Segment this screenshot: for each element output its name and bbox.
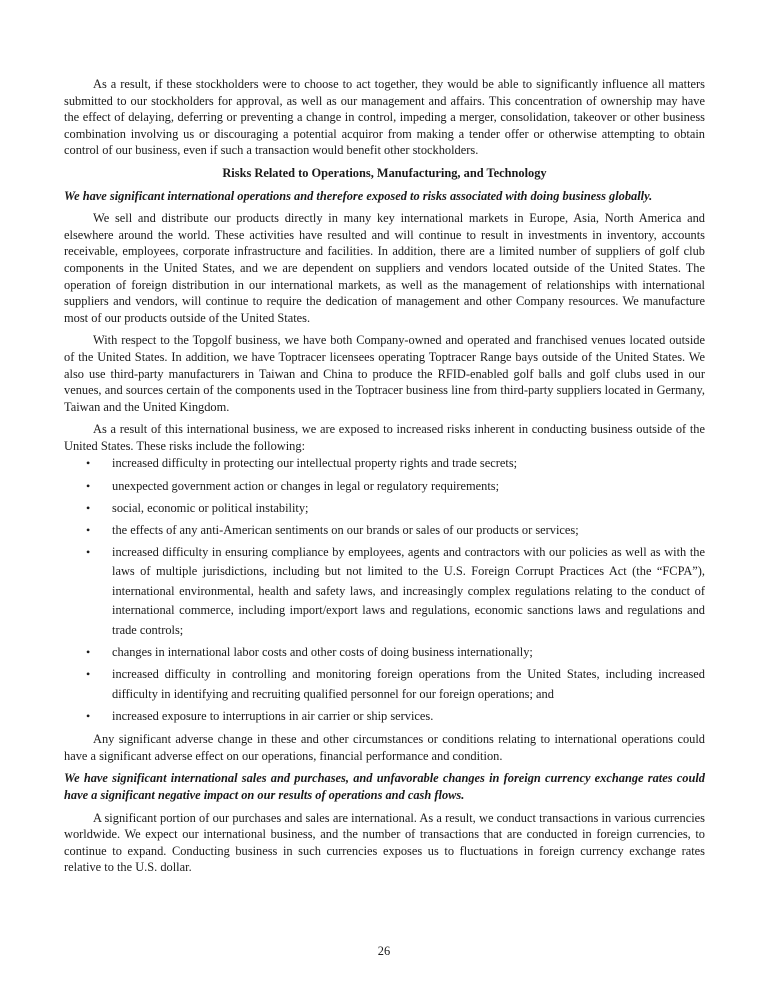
list-item-text: increased difficulty in controlling and monitoring foreign operations from the United States, including increased difficulty in identifying and recruiting qualified personnel for our foreign operations; and — [112, 667, 705, 701]
list-item — [64, 643, 705, 663]
list-item-text: the effects of any anti-American sentiments on our brands or sales of our products or services; — [112, 522, 579, 537]
page-number: 26 — [377, 944, 391, 958]
list-item — [64, 521, 705, 541]
paragraph-stockholder-influence: As a result, if these stockholders were to choose to act together, they would be able to significantly influence all matters submitted to our stockholders for approval, as well as our management and affairs. This concentration of ownership may have the effect of delaying, deferring or preventing a change in control, impeding a merger, consolidation, takeover or other business combination involving us or discouraging a potential acquiror from making a tender offer or otherwise attempting to obtain control of our business, even if such a transaction would benefit other stockholders. — [64, 77, 705, 158]
list-item-text: increased difficulty in protecting our intellectual property rights and trade secrets; — [112, 456, 518, 471]
bullet-icon: • — [86, 544, 91, 559]
bullet-icon: • — [86, 456, 91, 471]
bullet-icon: • — [86, 522, 91, 537]
list-item-text: increased exposure to interruptions in air carrier or ship services. — [112, 708, 434, 723]
risk-heading-currency-exchange: We have significant international sales and purchases, and unfavorable changes in foreign currency exchange rates could have a significant negative impact on our results of operations and cash flows. — [64, 771, 705, 802]
bullet-icon: • — [86, 667, 91, 682]
list-item — [64, 477, 705, 497]
bullet-icon: • — [86, 500, 91, 515]
list-item — [64, 543, 705, 641]
risk-heading-international-operations: We have significant international operations and therefore exposed to risks associated with doing business globally. — [64, 188, 653, 203]
list-item — [64, 499, 705, 519]
list-item — [64, 707, 705, 727]
bullet-icon: • — [86, 708, 91, 723]
risk-bullet-list — [64, 454, 705, 726]
paragraph-international-markets: We sell and distribute our products directly in many key international markets in Europe, Asia, North America and elsewhere around the world. These activities have resulted and will continue to result in investments in inventory, accounts receivable, employees, corporate infrastructure and facilities. In addition, there are a limited number of suppliers of golf club components in the United States, and we are dependent on suppliers and vendors located outside of the United States. The operation of foreign distribution in our international markets, as well as the management of relationships with international suppliers and vendors, will continue to require the dedication of management and other Company resources. We manufacture most of our products outside of the United States. — [64, 211, 705, 325]
document-page — [64, 76, 705, 882]
list-item-text: unexpected government action or changes in legal or regulatory requirements; — [112, 478, 500, 493]
list-item — [64, 665, 705, 704]
paragraph-topgolf-international: With respect to the Topgolf business, we have both Company-owned and operated and franchised venues located outside of the United States. In addition, we have Toptracer licensees operating Toptracer Range bays outside of the United States. We also use third-party manufacturers in Taiwan and China to produce the RFID-enabled golf balls and golf clubs used in our venues, and sources certain of the components used in the Toptracer business line from third-party suppliers located in Germany, Taiwan and the United Kingdom. — [64, 333, 705, 414]
list-item-text: changes in international labor costs and other costs of doing business internationally; — [112, 644, 533, 659]
bullet-icon: • — [86, 478, 91, 493]
paragraph-currency-transactions: A significant portion of our purchases and sales are international. As a result, we conduct transactions in various currencies worldwide. We expect our international business, and the number of transactions that are conducted in foreign currencies, to continue to expand. Conducting business in such currencies exposes us to fluctuations in foreign currency exchange rates relative to the U.S. dollar. — [64, 810, 705, 875]
list-item-text: increased difficulty in ensuring compliance by employees, agents and contractors with our policies as well as with the laws of multiple jurisdictions, including but not limited to the U.S. Foreign Corrupt Practices Act (the “FCPA”), international environmental, health and safety laws, and increasingly complex regulations relating to the conduct of international commerce, including import/export laws and regulations, economic sanctions laws and regulations and trade controls; — [112, 544, 705, 637]
bullet-icon: • — [86, 644, 91, 659]
section-heading: Risks Related to Operations, Manufacturing, and Technology — [222, 165, 547, 180]
list-item-text: social, economic or political instability; — [112, 500, 309, 515]
paragraph-adverse-change: Any significant adverse change in these and other circumstances or conditions relating to international operations could have a significant adverse effect on our operations, financial performance and condition. — [64, 732, 705, 763]
paragraph-risks-intro: As a result of this international business, we are exposed to increased risks inherent in conducting business outside of the United States. These risks include the following: — [64, 422, 705, 453]
list-item — [64, 454, 705, 474]
